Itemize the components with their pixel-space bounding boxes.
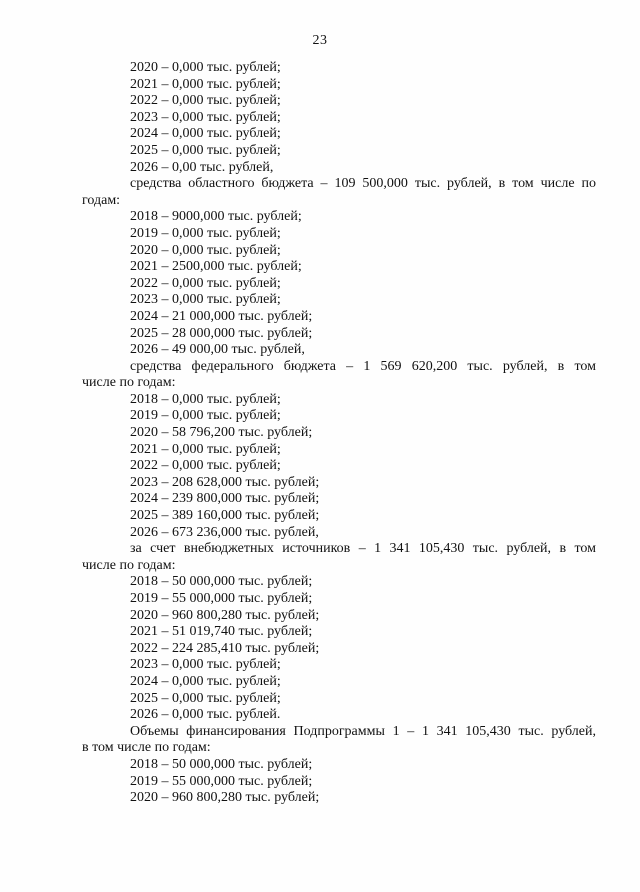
year-amount-line: 2025 – 28 000,000 тыс. рублей;: [130, 325, 313, 341]
year-amount-line: 2018 – 0,000 тыс. рублей;: [130, 391, 281, 407]
year-amount-line: 2020 – 960 800,280 тыс. рублей;: [130, 607, 320, 623]
year-amount-line: 2025 – 0,000 тыс. рублей;: [130, 690, 281, 706]
year-amount-line: 2020 – 0,000 тыс. рублей;: [130, 60, 281, 75]
year-amount-line: 2022 – 224 285,410 тыс. рублей;: [130, 640, 320, 656]
year-amount-line: 2018 – 50 000,000 тыс. рублей;: [130, 756, 313, 772]
funding-source-line: за счет внебюджетных источников – 1 341 105,430 тыс. рублей, в том: [130, 541, 596, 557]
year-amount-line: 2021 – 0,000 тыс. рублей;: [130, 441, 281, 457]
year-amount-line: 2025 – 0,000 тыс. рублей;: [130, 142, 281, 158]
year-amount-line: 2024 – 0,000 тыс. рублей;: [130, 673, 281, 689]
year-amount-line: 2026 – 0,00 тыс. рублей,: [130, 159, 274, 175]
year-amount-line: 2020 – 960 800,280 тыс. рублей;: [130, 790, 320, 806]
page-number: 23: [312, 33, 328, 48]
year-amount-line: 2025 – 389 160,000 тыс. рублей;: [130, 508, 320, 524]
year-amount-line: 2023 – 0,000 тыс. рублей;: [130, 109, 281, 125]
continuation-line: в том числе по годам:: [82, 740, 211, 756]
year-amount-line: 2018 – 50 000,000 тыс. рублей;: [130, 574, 313, 590]
year-amount-line: 2023 – 0,000 тыс. рублей;: [130, 657, 281, 673]
continuation-line: числе по годам:: [82, 375, 176, 391]
year-amount-line: 2021 – 0,000 тыс. рублей;: [130, 76, 281, 92]
funding-source-line: средства федерального бюджета – 1 569 620,200 тыс. рублей, в том: [130, 358, 596, 374]
year-amount-line: 2026 – 673 236,000 тыс. рублей,: [130, 524, 319, 540]
year-amount-line: 2021 – 2500,000 тыс. рублей;: [130, 259, 302, 275]
year-amount-line: 2022 – 0,000 тыс. рублей;: [130, 458, 281, 474]
year-amount-line: 2022 – 0,000 тыс. рублей;: [130, 93, 281, 109]
year-amount-line: 2019 – 55 000,000 тыс. рублей;: [130, 773, 313, 789]
year-amount-line: 2023 – 0,000 тыс. рублей;: [130, 292, 281, 308]
year-amount-line: 2019 – 0,000 тыс. рублей;: [130, 225, 281, 241]
year-amount-line: 2019 – 55 000,000 тыс. рублей;: [130, 591, 313, 606]
year-amount-line: 2019 – 0,000 тыс. рублей;: [130, 408, 281, 424]
year-amount-line: 2020 – 0,000 тыс. рублей;: [130, 242, 281, 258]
year-amount-line: 2020 – 58 796,200 тыс. рублей;: [130, 425, 313, 441]
funding-source-line: Объемы финансирования Подпрограммы 1 – 1 341 105,430 тыс. рублей,: [130, 723, 596, 739]
continuation-line: числе по годам:: [82, 557, 176, 573]
year-amount-line: 2021 – 51 019,740 тыс. рублей;: [130, 624, 313, 640]
year-amount-line: 2024 – 239 800,000 тыс. рублей;: [130, 491, 320, 507]
funding-source-line: средства областного бюджета – 109 500,000 тыс. рублей, в том числе по: [130, 176, 596, 192]
year-amount-line: 2018 – 9000,000 тыс. рублей;: [130, 209, 302, 225]
year-amount-line: 2024 – 21 000,000 тыс. рублей;: [130, 308, 313, 324]
body-text: [0, 60, 640, 807]
year-amount-line: 2026 – 0,000 тыс. рублей.: [130, 707, 281, 723]
year-amount-line: 2024 – 0,000 тыс. рублей;: [130, 126, 281, 142]
year-amount-line: 2023 – 208 628,000 тыс. рублей;: [130, 474, 320, 490]
year-amount-line: 2026 – 49 000,00 тыс. рублей,: [130, 342, 305, 358]
continuation-line: годам:: [82, 192, 121, 208]
year-amount-line: 2022 – 0,000 тыс. рублей;: [130, 275, 281, 291]
